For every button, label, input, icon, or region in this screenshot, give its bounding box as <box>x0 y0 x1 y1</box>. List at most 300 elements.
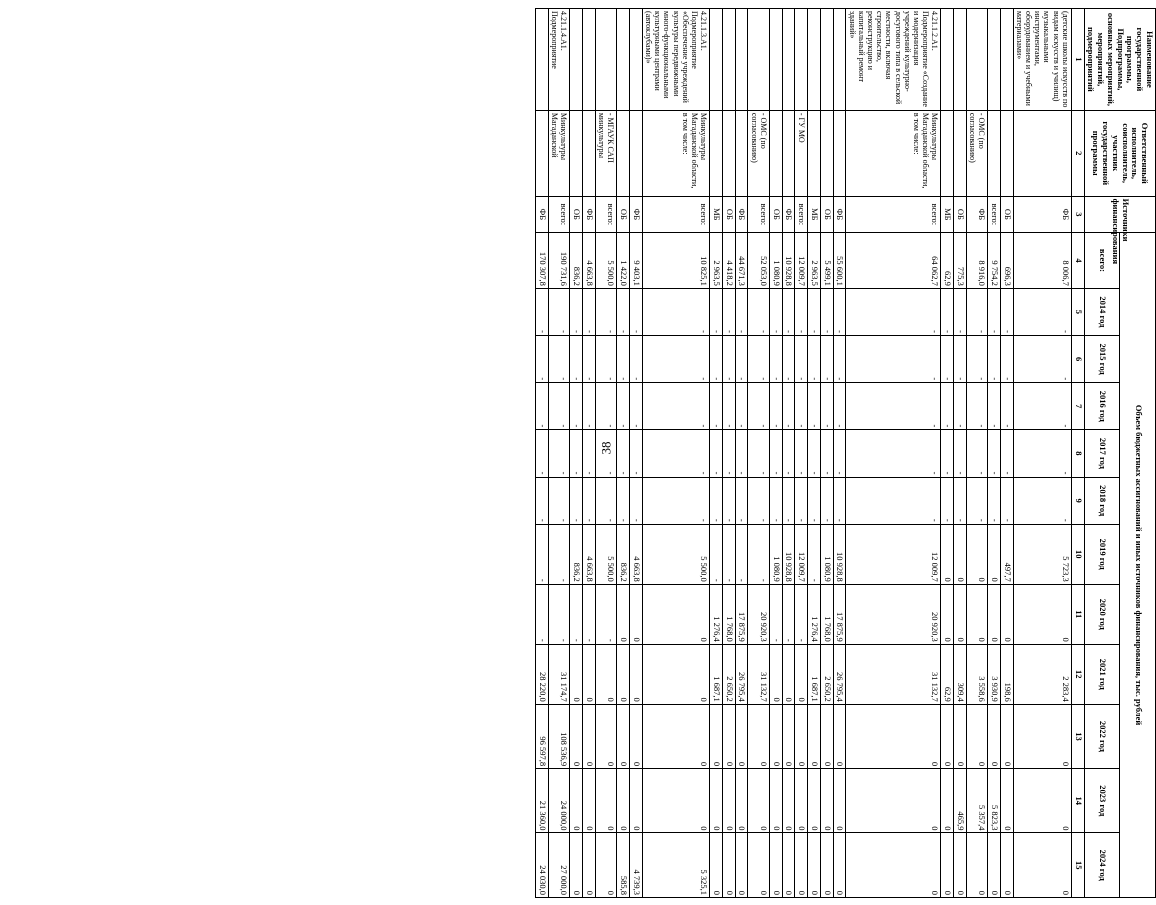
cell-year-value: 0 <box>735 769 748 833</box>
cell-year-value: - <box>748 288 769 335</box>
cell-responsible <box>570 110 583 196</box>
cell-year-value: - <box>583 336 596 383</box>
cell-year-value: 0 <box>954 524 967 584</box>
cell-year-value: - <box>954 288 967 335</box>
table-row <box>782 9 795 898</box>
cell-year-value: 5 823,3 <box>988 769 1001 833</box>
cell-source: ОБ <box>769 196 782 232</box>
cell-year-value: - <box>795 477 808 524</box>
cell-year-value: - <box>769 383 782 430</box>
cell-year-value: 26 795,4 <box>833 644 846 704</box>
cell-year-value: - <box>782 430 795 477</box>
cell-year-value: 0 <box>595 644 616 704</box>
cell-year-value: - <box>549 584 570 644</box>
cell-source: ФБ <box>536 196 549 232</box>
cell-year-value: 0 <box>820 769 833 833</box>
cell-year-value: 0 <box>820 833 833 898</box>
cell-year-value: 31 174,7 <box>549 644 570 704</box>
table-row <box>769 9 782 898</box>
header-col-number: 14 <box>1071 769 1084 833</box>
cell-year-value: - <box>966 430 987 477</box>
cell-year-value: - <box>630 336 643 383</box>
cell-total: 2 963,5 <box>710 233 723 289</box>
page-number: 38 <box>598 441 614 455</box>
cell-year-value: 0 <box>988 584 1001 644</box>
cell-total: 9 403,1 <box>630 233 643 289</box>
cell-year-value: - <box>570 336 583 383</box>
cell-responsible <box>735 110 748 196</box>
cell-year-value: - <box>795 336 808 383</box>
cell-year-value: 0 <box>941 524 954 584</box>
cell-total: 2 963,5 <box>808 233 821 289</box>
cell-year-value: - <box>808 477 821 524</box>
cell-year-value: 0 <box>941 584 954 644</box>
cell-year-value: 0 <box>988 524 1001 584</box>
cell-year-value: - <box>710 288 723 335</box>
cell-name <box>595 9 616 111</box>
header-col-number: 10 <box>1071 524 1084 584</box>
cell-name <box>941 9 954 111</box>
cell-source: МБ <box>941 196 954 232</box>
cell-source: ФБ <box>735 196 748 232</box>
cell-year-value: - <box>1013 477 1071 524</box>
cell-name <box>570 9 583 111</box>
cell-year-value: 1 687,1 <box>710 644 723 704</box>
table-row <box>570 9 583 898</box>
cell-name <box>710 9 723 111</box>
cell-name <box>833 9 846 111</box>
cell-year-value: - <box>642 336 709 383</box>
cell-year-value: - <box>833 430 846 477</box>
cell-year-value: 0 <box>833 833 846 898</box>
cell-year-value: - <box>846 430 941 477</box>
cell-year-value: - <box>630 383 643 430</box>
table-row <box>988 9 1001 898</box>
cell-year-value: 17 875,9 <box>735 584 748 644</box>
header-col-number: 3 <box>1071 196 1084 232</box>
cell-responsible: - ГУ МО <box>795 110 808 196</box>
cell-year-value: 5 500,0 <box>595 524 616 584</box>
cell-year-value: 0 <box>710 769 723 833</box>
cell-year-value: - <box>808 383 821 430</box>
cell-year-value: - <box>833 336 846 383</box>
cell-year-value: - <box>595 383 616 430</box>
cell-year-value: 62,9 <box>941 644 954 704</box>
cell-name <box>617 9 630 111</box>
table-row <box>941 9 954 898</box>
cell-year-value: - <box>570 288 583 335</box>
cell-year-value: - <box>536 430 549 477</box>
cell-year-value: - <box>722 477 735 524</box>
cell-year-value: 0 <box>1013 769 1071 833</box>
table-row <box>595 9 616 898</box>
cell-year-value: - <box>722 383 735 430</box>
cell-total: 10 825,1 <box>642 233 709 289</box>
cell-responsible: Минкультуры Магаданской <box>549 110 570 196</box>
header-year: 2019 год <box>1084 524 1120 584</box>
cell-year-value: 0 <box>642 644 709 704</box>
cell-source: МБ <box>710 196 723 232</box>
cell-year-value: - <box>833 288 846 335</box>
table-row <box>795 9 808 898</box>
cell-year-value: 0 <box>630 584 643 644</box>
cell-responsible: Минкультуры Магаданской области, в том числе: <box>846 110 941 196</box>
cell-year-value: 0 <box>570 833 583 898</box>
cell-year-value: - <box>808 430 821 477</box>
cell-year-value: - <box>820 383 833 430</box>
cell-year-value: 0 <box>617 769 630 833</box>
cell-year-value: 2 283,4 <box>1013 644 1071 704</box>
cell-year-value: - <box>583 477 596 524</box>
cell-year-value: 0 <box>954 584 967 644</box>
header-responsible: Ответственный исполнитель, соисполнитель, участник государственной программы <box>1084 110 1155 196</box>
cell-year-value: - <box>710 524 723 584</box>
cell-year-value: - <box>846 336 941 383</box>
cell-source: всего: <box>988 196 1001 232</box>
cell-responsible <box>820 110 833 196</box>
table-row <box>735 9 748 898</box>
cell-source: всего: <box>795 196 808 232</box>
cell-name: 4.21.1.3.А1. Подмероприятие «Обеспечение учреждений культуры передвижными много-функциональными культурными центрами (автоклубами)» <box>642 9 709 111</box>
cell-year-value: - <box>722 336 735 383</box>
cell-total: 10 928,8 <box>782 233 795 289</box>
cell-year-value: 1 080,9 <box>769 524 782 584</box>
cell-year-value: - <box>941 477 954 524</box>
header-year: 2018 год <box>1084 477 1120 524</box>
cell-year-value: - <box>595 477 616 524</box>
cell-year-value: - <box>630 477 643 524</box>
cell-year-value: 4 663,8 <box>583 524 596 584</box>
cell-year-value: 10 928,8 <box>782 524 795 584</box>
cell-name <box>735 9 748 111</box>
cell-year-value: - <box>846 477 941 524</box>
cell-year-value: - <box>820 430 833 477</box>
cell-year-value: 5 500,0 <box>642 524 709 584</box>
cell-year-value: - <box>536 383 549 430</box>
cell-year-value: 0 <box>833 704 846 768</box>
cell-name <box>722 9 735 111</box>
cell-year-value: 28 220,0 <box>536 644 549 704</box>
cell-total: 44 671,3 <box>735 233 748 289</box>
cell-year-value: - <box>570 584 583 644</box>
cell-year-value: - <box>583 430 596 477</box>
cell-year-value: - <box>748 383 769 430</box>
cell-year-value: 0 <box>988 704 1001 768</box>
cell-year-value: 0 <box>642 769 709 833</box>
cell-year-value: 31 132,7 <box>748 644 769 704</box>
cell-name <box>966 9 987 111</box>
cell-total: 64 062,7 <box>846 233 941 289</box>
cell-responsible <box>988 110 1001 196</box>
cell-year-value: - <box>782 477 795 524</box>
cell-year-value: 1 080,9 <box>820 524 833 584</box>
cell-year-value: 1 276,4 <box>808 584 821 644</box>
cell-total: 4 663,8 <box>583 233 596 289</box>
cell-year-value: 0 <box>966 704 987 768</box>
cell-year-value: - <box>583 383 596 430</box>
cell-year-value: - <box>954 477 967 524</box>
cell-year-value: 0 <box>1013 584 1071 644</box>
cell-year-value: 0 <box>769 833 782 898</box>
cell-source: всего: <box>642 196 709 232</box>
cell-year-value: - <box>769 336 782 383</box>
cell-year-value: - <box>966 336 987 383</box>
cell-year-value: 24 000,0 <box>549 769 570 833</box>
cell-year-value: - <box>642 430 709 477</box>
cell-year-value: 10 928,8 <box>833 524 846 584</box>
cell-name: 4.21.1.2.А1. Подмероприятие «Создание и модернизация учреждений культурно-досугового типа в сельской местности, включая строительство, реконструкцию и капитальный ремонт зданий» <box>846 9 941 111</box>
header-col-number: 11 <box>1071 584 1084 644</box>
cell-total: 12 009,7 <box>795 233 808 289</box>
cell-total: 836,2 <box>570 233 583 289</box>
cell-responsible <box>833 110 846 196</box>
table-row <box>630 9 643 898</box>
cell-year-value: - <box>536 584 549 644</box>
cell-year-value: 2 650,2 <box>722 644 735 704</box>
cell-year-value: 497,7 <box>1000 524 1013 584</box>
header-col-number: 2 <box>1071 110 1084 196</box>
cell-year-value: 0 <box>630 704 643 768</box>
cell-year-value: - <box>617 288 630 335</box>
cell-year-value: 0 <box>782 769 795 833</box>
cell-responsible <box>617 110 630 196</box>
cell-responsible: - ОМС (по согласованию) <box>966 110 987 196</box>
financing-table <box>535 8 1156 898</box>
header-year: 2015 год <box>1084 336 1120 383</box>
cell-responsible <box>954 110 967 196</box>
cell-year-value: 0 <box>795 704 808 768</box>
cell-year-value: - <box>820 288 833 335</box>
cell-year-value: - <box>1013 288 1071 335</box>
cell-year-value: - <box>988 477 1001 524</box>
cell-year-value: 0 <box>833 769 846 833</box>
cell-year-value: - <box>941 336 954 383</box>
cell-year-value: - <box>735 336 748 383</box>
table-landscape <box>538 8 1156 898</box>
cell-year-value: - <box>617 336 630 383</box>
cell-year-value: 0 <box>954 833 967 898</box>
cell-source: ФБ <box>966 196 987 232</box>
cell-year-value: - <box>617 477 630 524</box>
cell-year-value: - <box>748 477 769 524</box>
cell-year-value: 20 920,3 <box>748 584 769 644</box>
cell-year-value: - <box>1000 288 1013 335</box>
cell-year-value: - <box>1013 383 1071 430</box>
cell-year-value: - <box>617 383 630 430</box>
cell-year-value: - <box>642 383 709 430</box>
cell-year-value: - <box>583 584 596 644</box>
cell-year-value: 17 875,9 <box>833 584 846 644</box>
cell-year-value: 0 <box>769 704 782 768</box>
cell-responsible <box>769 110 782 196</box>
cell-source: ОБ <box>1000 196 1013 232</box>
cell-year-value: 0 <box>954 704 967 768</box>
cell-year-value: 24 030,0 <box>536 833 549 898</box>
cell-source: всего: <box>748 196 769 232</box>
cell-year-value: - <box>795 430 808 477</box>
cell-year-value: - <box>549 430 570 477</box>
cell-year-value: 12 009,7 <box>846 524 941 584</box>
cell-source: ФБ <box>1013 196 1071 232</box>
cell-year-value: - <box>642 477 709 524</box>
cell-year-value: - <box>941 430 954 477</box>
cell-year-value: 0 <box>782 704 795 768</box>
cell-year-value: 0 <box>735 833 748 898</box>
cell-year-value: 0 <box>808 833 821 898</box>
cell-name <box>630 9 643 111</box>
cell-source: ФБ <box>833 196 846 232</box>
cell-name <box>748 9 769 111</box>
cell-year-value: 0 <box>795 833 808 898</box>
cell-year-value: - <box>820 336 833 383</box>
cell-source: ФБ <box>782 196 795 232</box>
table-row <box>846 9 941 898</box>
cell-year-value: 5 325,1 <box>642 833 709 898</box>
cell-responsible <box>583 110 596 196</box>
cell-responsible: - ОМС (по согласованию) <box>748 110 769 196</box>
cell-year-value: 0 <box>966 833 987 898</box>
cell-total: 190 731,6 <box>549 233 570 289</box>
cell-total: 62,9 <box>941 233 954 289</box>
header-year: 2020 год <box>1084 584 1120 644</box>
cell-year-value: 0 <box>583 769 596 833</box>
cell-year-value: - <box>966 383 987 430</box>
cell-source: ОБ <box>954 196 967 232</box>
cell-responsible <box>710 110 723 196</box>
table-row <box>966 9 987 898</box>
cell-year-value: - <box>988 336 1001 383</box>
cell-year-value: 0 <box>735 704 748 768</box>
table-row <box>583 9 596 898</box>
cell-year-value: - <box>748 524 769 584</box>
cell-source: всего: <box>595 196 616 232</box>
cell-total: 1 080,9 <box>769 233 782 289</box>
cell-year-value: 0 <box>795 644 808 704</box>
header-year: 2022 год <box>1084 704 1120 768</box>
header-col-number: 1 <box>1071 9 1084 111</box>
cell-total: 52 053,0 <box>748 233 769 289</box>
cell-year-value: 0 <box>617 584 630 644</box>
header-source: Источники финансирования <box>1084 196 1155 232</box>
cell-total: 1 422,0 <box>617 233 630 289</box>
cell-year-value: 3 930,9 <box>988 644 1001 704</box>
cell-year-value: 0 <box>1013 833 1071 898</box>
header-col-number: 15 <box>1071 833 1084 898</box>
cell-year-value: - <box>735 477 748 524</box>
cell-year-value: - <box>536 477 549 524</box>
table-row <box>954 9 967 898</box>
table-row <box>808 9 821 898</box>
cell-year-value: 0 <box>617 704 630 768</box>
cell-source: МБ <box>808 196 821 232</box>
cell-year-value: - <box>630 288 643 335</box>
cell-year-value: - <box>570 430 583 477</box>
cell-year-value: 0 <box>583 833 596 898</box>
cell-year-value: - <box>570 383 583 430</box>
cell-year-value: - <box>549 288 570 335</box>
cell-year-value: 465,9 <box>954 769 967 833</box>
table-row <box>1013 9 1071 898</box>
cell-source: ОБ <box>617 196 630 232</box>
cell-year-value: 836,2 <box>617 524 630 584</box>
cell-responsible <box>782 110 795 196</box>
cell-year-value: 0 <box>642 704 709 768</box>
cell-year-value: - <box>595 584 616 644</box>
cell-year-value: - <box>808 336 821 383</box>
cell-year-value: 0 <box>710 833 723 898</box>
cell-year-value: - <box>595 336 616 383</box>
cell-year-value: 0 <box>630 769 643 833</box>
cell-total: 5 499,1 <box>820 233 833 289</box>
table-row <box>642 9 709 898</box>
cell-year-value: - <box>988 288 1001 335</box>
cell-year-value: - <box>722 430 735 477</box>
cell-year-value: - <box>748 336 769 383</box>
cell-year-value: 0 <box>966 584 987 644</box>
cell-year-value: - <box>536 524 549 584</box>
cell-year-value: 1 768,0 <box>722 584 735 644</box>
cell-year-value: 0 <box>570 644 583 704</box>
cell-total: 170 307,8 <box>536 233 549 289</box>
cell-year-value: 0 <box>583 644 596 704</box>
cell-total: 4 418,2 <box>722 233 735 289</box>
cell-name <box>782 9 795 111</box>
cell-year-value: 0 <box>820 704 833 768</box>
cell-source: ОБ <box>820 196 833 232</box>
cell-year-value: - <box>1000 477 1013 524</box>
cell-year-value: - <box>549 336 570 383</box>
cell-year-value: - <box>710 477 723 524</box>
cell-name <box>1000 9 1013 111</box>
cell-total: 696,3 <box>1000 233 1013 289</box>
table-row <box>722 9 735 898</box>
cell-year-value: - <box>710 383 723 430</box>
cell-year-value: - <box>735 288 748 335</box>
cell-year-value: 3 558,6 <box>966 644 987 704</box>
cell-year-value: 20 920,3 <box>846 584 941 644</box>
cell-year-value: 0 <box>782 644 795 704</box>
cell-name <box>536 9 549 111</box>
table-row <box>820 9 833 898</box>
header-col-number: 13 <box>1071 704 1084 768</box>
cell-year-value: 5 357,4 <box>966 769 987 833</box>
cell-year-value: - <box>735 430 748 477</box>
header-numbers-row <box>1071 9 1084 898</box>
cell-year-value: 1 768,0 <box>820 584 833 644</box>
cell-year-value: - <box>966 288 987 335</box>
cell-year-value: - <box>595 430 616 477</box>
cell-total: 8 006,7 <box>1013 233 1071 289</box>
cell-total: 5 500,0 <box>595 233 616 289</box>
table-row <box>833 9 846 898</box>
cell-year-value: - <box>966 477 987 524</box>
cell-year-value: - <box>617 430 630 477</box>
cell-year-value: 0 <box>782 833 795 898</box>
cell-source: ФБ <box>583 196 596 232</box>
cell-name <box>988 9 1001 111</box>
cell-year-value: - <box>954 336 967 383</box>
cell-total: 775,3 <box>954 233 967 289</box>
cell-year-value: 0 <box>1000 769 1013 833</box>
cell-year-value: - <box>642 288 709 335</box>
cell-year-value: - <box>795 383 808 430</box>
cell-year-value: 0 <box>570 704 583 768</box>
header-total: всего: <box>1084 233 1120 289</box>
header-col-number: 6 <box>1071 336 1084 383</box>
cell-year-value: - <box>808 524 821 584</box>
cell-year-value: 0 <box>595 833 616 898</box>
cell-year-value: 0 <box>617 644 630 704</box>
